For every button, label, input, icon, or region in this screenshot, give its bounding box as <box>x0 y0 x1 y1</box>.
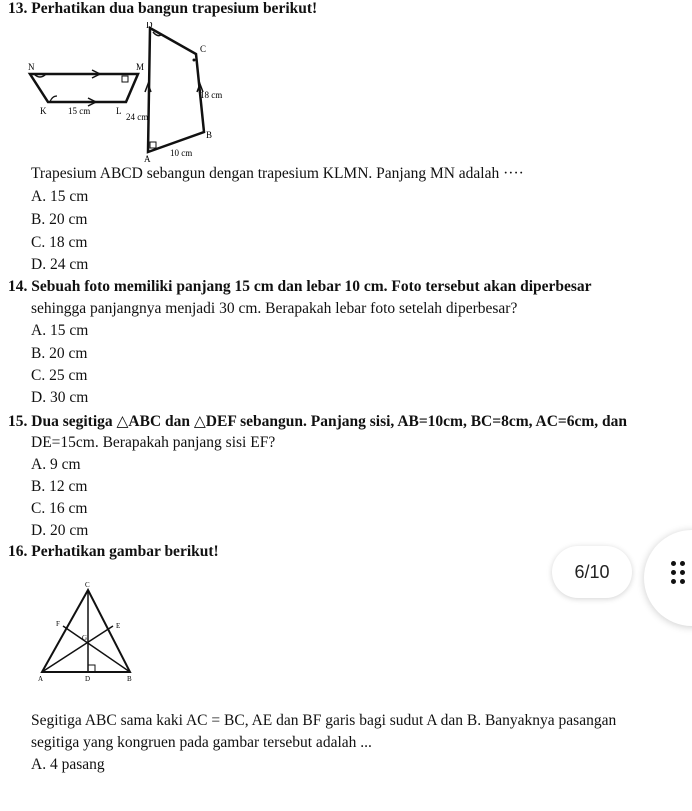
right-angle-a <box>150 142 156 148</box>
label-l: L <box>116 106 122 116</box>
right-angle-d <box>88 665 95 672</box>
page-indicator[interactable] <box>552 546 632 598</box>
bisector-ae <box>42 626 113 672</box>
label-ad-length: 24 cm <box>126 112 149 122</box>
label-n: N <box>28 62 35 72</box>
question-13-title: 13. Perhatikan dua bangun trapesium berikut! <box>8 0 318 17</box>
question-13-text: Trapesium ABCD sebangun dengan trapesium KLMN. Panjang MN adalah ···· <box>31 165 524 182</box>
page-indicator-label: 6/10 <box>574 561 610 582</box>
label-a: A <box>144 154 151 164</box>
trapezoid-abcd <box>148 28 207 152</box>
triangle-abc <box>42 590 130 672</box>
bisector-bf <box>63 626 130 672</box>
label-c: C <box>85 581 90 589</box>
q14-option-a[interactable]: A. 15 cm <box>31 322 89 339</box>
trapezoid-figure <box>20 22 250 167</box>
q13-option-a[interactable]: A. 15 cm <box>31 188 89 205</box>
q15-option-a[interactable]: A. 9 cm <box>31 456 81 473</box>
question-15-line1: 15. Dua segitiga △ABC dan △DEF sebangun. Panjang sisi, AB=10cm, BC=8cm, AC=6cm, dan <box>8 413 628 430</box>
q15-option-d[interactable]: D. 20 cm <box>31 522 89 539</box>
label-g: G <box>82 634 88 642</box>
label-f: F <box>56 620 60 628</box>
label-d: D <box>85 675 91 682</box>
label-a: A <box>38 675 44 682</box>
label-ab-length: 10 cm <box>170 148 193 158</box>
question-16-line2: segitiga yang kongruen pada gambar tersebut adalah ... <box>31 734 372 751</box>
label-b: B <box>206 130 213 140</box>
isosceles-triangle-figure <box>30 580 140 682</box>
question-14-line2: sehingga panjangnya menjadi 30 cm. Berapakah lebar foto setelah diperbesar? <box>31 300 518 317</box>
question-15-line2: DE=15cm. Berapakah panjang sisi EF? <box>31 434 276 451</box>
q14-option-d[interactable]: D. 30 cm <box>31 389 89 406</box>
label-e: E <box>116 622 121 630</box>
more-options-button[interactable] <box>644 530 692 626</box>
label-kl-length: 15 cm <box>68 106 91 116</box>
label-k: K <box>40 106 47 116</box>
question-16-line1: Segitiga ABC sama kaki AC = BC, AE dan BF garis bagi sudut A dan B. Banyaknya pasangan <box>31 712 617 729</box>
q15-option-c[interactable]: C. 16 cm <box>31 500 88 517</box>
label-c: C <box>200 44 207 54</box>
grid-dots-icon <box>671 561 685 591</box>
question-16-title: 16. Perhatikan gambar berikut! <box>8 543 219 560</box>
label-bc-length: 18 cm <box>200 90 223 100</box>
q14-option-c[interactable]: C. 25 cm <box>31 367 88 384</box>
q13-option-d[interactable]: D. 24 cm <box>31 256 89 273</box>
q13-option-c[interactable]: C. 18 cm <box>31 234 88 251</box>
label-d: D <box>146 22 153 30</box>
q14-option-b[interactable]: B. 20 cm <box>31 345 88 362</box>
right-angle-m <box>122 76 128 82</box>
label-b: B <box>127 675 132 682</box>
label-m: M <box>136 62 145 72</box>
question-14-line1: 14. Sebuah foto memiliki panjang 15 cm dan lebar 10 cm. Foto tersebut akan diperbesar <box>8 278 592 295</box>
q15-option-b[interactable]: B. 12 cm <box>31 478 88 495</box>
q16-option-a[interactable]: A. 4 pasang <box>31 756 105 773</box>
q13-option-b[interactable]: B. 20 cm <box>31 211 88 228</box>
